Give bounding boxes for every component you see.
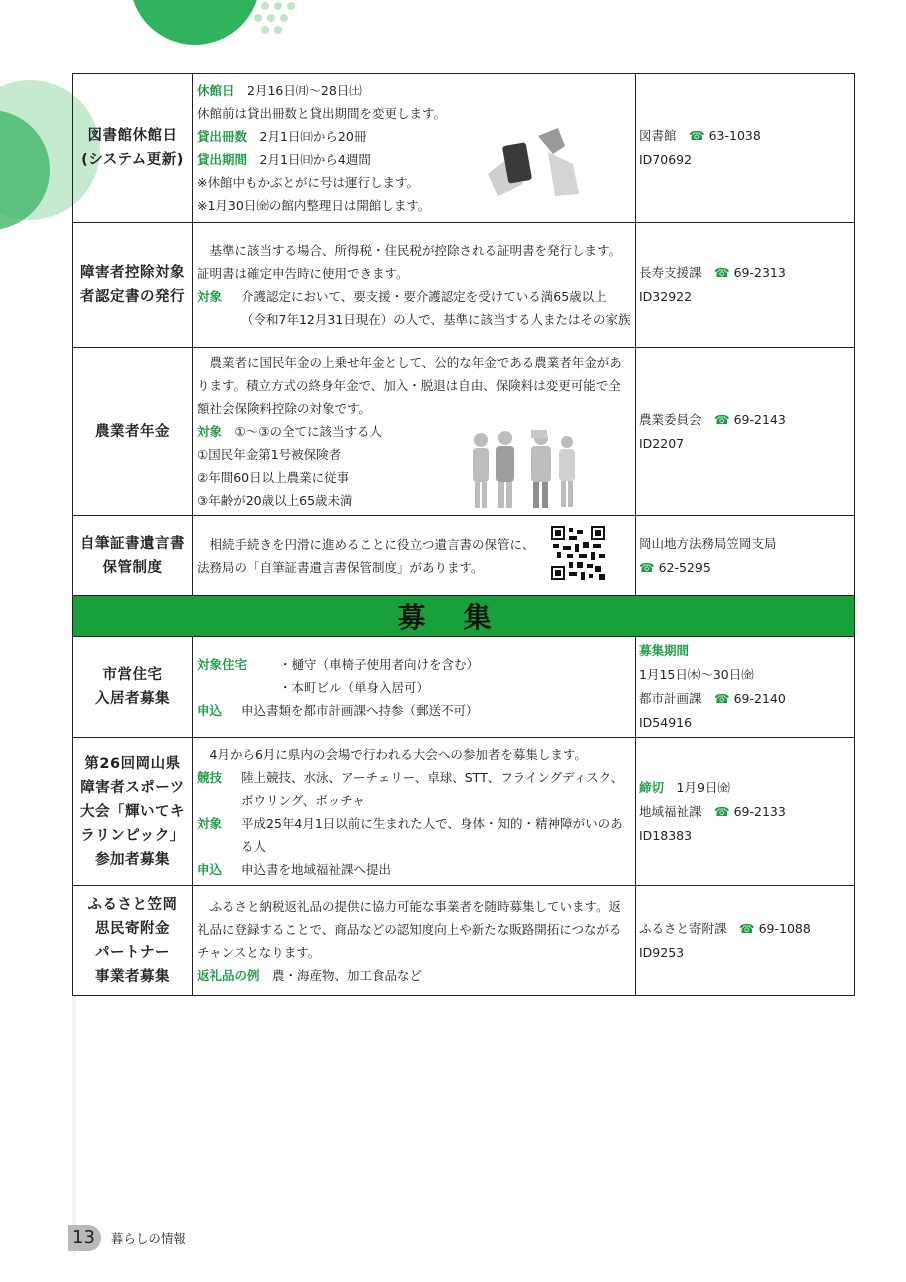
row-content: 対象住宅 ・樋守（車椅子使用者向けを含む） ・本町ビル（単身入居可） 申込 申込書類を都市計画課へ持参（郵送不可） (193, 637, 636, 738)
table-row-farmer-pension (73, 348, 855, 516)
phone-icon: ☎ (714, 803, 730, 819)
phone-icon: ☎ (639, 559, 655, 575)
table-row-library (73, 74, 855, 223)
phone-icon: ☎ (689, 128, 705, 143)
table-row-furusato (73, 886, 855, 996)
row-content: 相続手続きを円滑に進めることに役立つ遺言書の保管に、法務局の「自筆証書遺言書保管制度」があります。 (193, 516, 636, 596)
table-row-will-storage (73, 516, 855, 596)
info-table (72, 73, 855, 996)
row-content: 休館日 2月16日㈪～28日㈯ 休館前は貸出冊数と貸出期間を変更します。 貸出冊数 2月1日㈰から20冊 貸出期間 2月1日㈰から4週間 ※休館中もかぶとがに号は運行します。 ※1月30日㈮の館内整理日は開館します。 (193, 74, 636, 223)
row-contact: 農業委員会 ☎ 69-2143 ID2207 (636, 348, 855, 516)
phone-icon: ☎ (739, 920, 755, 936)
row-title: ふるさと笠岡 思民寄附金 パートナー 事業者募集 (73, 886, 193, 996)
row-contact: 募集期間 1月15日㈭～30日㈮ 都市計画課 ☎ 69-2140 ID54916 (636, 637, 855, 738)
row-content: 4月から6月に県内の会場で行われる大会への参加者を募集します。 競技 陸上競技、水泳、アーチェリー、卓球、STT、フライングディスク、ボウリング、ボッチャ 対象 平成25年4月1日以前に生まれた人で、身体・知的・精神障がいのある人 申込 申込書を地域福祉課へ提出 (193, 738, 636, 886)
row-content: 基準に該当する場合、所得税・住民税が控除される証明書を発行します。証明書は確定申告時に使用できます。 対象 介護認定において、要支援・要介護認定を受けている満65歳以上（令和7年12月31日現在）の人で、基準に該当する人またはその家族 (193, 223, 636, 348)
label-closed: 休館日 (197, 83, 235, 98)
margin-line (72, 996, 76, 1256)
row-title: 障害者控除対象 者認定書の発行 (73, 223, 193, 348)
page-footer (68, 1224, 186, 1252)
phone-icon: ☎ (714, 265, 730, 280)
table-row-disability (73, 223, 855, 348)
section-name: 暮らしの情報 (110, 1231, 186, 1246)
table-row-sports-event (73, 738, 855, 886)
row-contact: 長寿支援課 ☎ 69-2313 ID32922 (636, 223, 855, 348)
row-content: ふるさと納税返礼品の提供に協力可能な事業者を随時募集しています。返礼品に登録することで、商品などの認知度向上や新たな販路開拓につながるチャンスとなります。 返礼品の例 農・海産物、加工食品など (193, 886, 636, 996)
row-title: 第26回岡山県 障害者スポーツ 大会「輝いてキ ラリンピック」 参加者募集 (73, 738, 193, 886)
qr-code-icon[interactable] (551, 526, 605, 580)
row-title: 市営住宅 入居者募集 (73, 637, 193, 738)
table-row-housing (73, 637, 855, 738)
section-bar-recruit (73, 596, 855, 637)
phone-icon: ☎ (714, 411, 730, 427)
row-contact: 締切 1月9日㈮ 地域福祉課 ☎ 69-2133 ID18383 (636, 738, 855, 886)
row-contact: 図書館 ☎ 63-1038 ID70692 (636, 74, 855, 223)
phone-icon: ☎ (714, 691, 730, 706)
row-contact: ふるさと寄附課 ☎ 69-1088 ID9253 (636, 886, 855, 996)
row-title: 農業者年金 (73, 348, 193, 516)
row-contact: 岡山地方法務局笠岡支局 ☎ 62-5295 (636, 516, 855, 596)
page-number: 13 (68, 1225, 101, 1251)
farmers-illustration (469, 428, 579, 510)
section-title: 募集 (73, 596, 855, 637)
row-title: 図書館休館日 (システム更新) (73, 74, 193, 223)
row-title: 自筆証書遺言書 保管制度 (73, 516, 193, 596)
row-content: 農業者に国民年金の上乗せ年金として、公的な年金である農業者年金があります。積立方式の終身年金で、加入・脱退は自由、保険料は変更可能で全額社会保険料控除の対象です。 対象 ①～③の全てに該当する人 ①国民年金第1号被保険者 ②年間60日以上農業に従事 ③年齢が20歳以上65歳未満 (193, 348, 636, 516)
book-scanner-illustration (483, 124, 583, 199)
